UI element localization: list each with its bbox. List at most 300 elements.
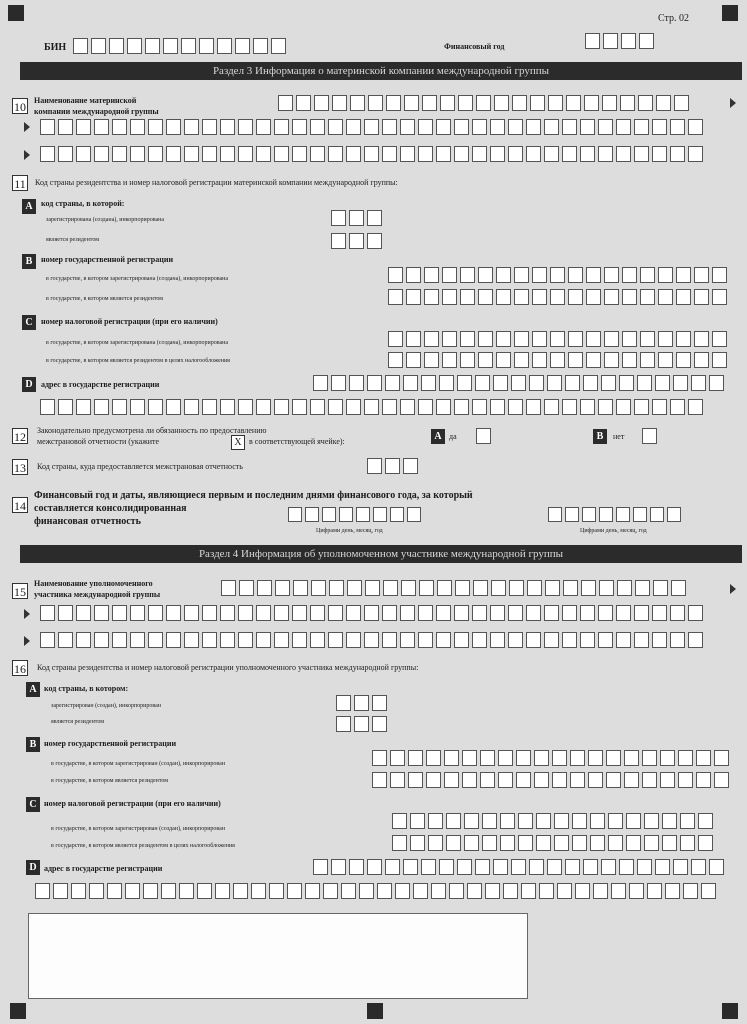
input-cell[interactable]	[526, 119, 541, 135]
input-cell[interactable]	[652, 399, 667, 415]
input-cell[interactable]	[508, 605, 523, 621]
input-cell[interactable]	[442, 352, 457, 368]
f15-name-cells-row1[interactable]	[221, 580, 686, 596]
input-cell[interactable]	[550, 352, 565, 368]
input-cell[interactable]	[671, 580, 686, 596]
input-cell[interactable]	[617, 580, 632, 596]
input-cell[interactable]	[496, 352, 511, 368]
f16-d-address-cells-1[interactable]	[313, 859, 724, 875]
input-cell[interactable]	[217, 38, 232, 54]
input-cell[interactable]	[410, 835, 425, 851]
input-cell[interactable]	[572, 813, 587, 829]
input-cell[interactable]	[349, 859, 364, 875]
input-cell[interactable]	[676, 289, 691, 305]
input-cell[interactable]	[485, 883, 500, 899]
input-cell[interactable]	[274, 632, 289, 648]
input-cell[interactable]	[328, 605, 343, 621]
input-cell[interactable]	[220, 146, 235, 162]
input-cell[interactable]	[418, 146, 433, 162]
input-cell[interactable]	[388, 289, 403, 305]
input-cell[interactable]	[377, 883, 392, 899]
input-cell[interactable]	[624, 750, 639, 766]
input-cell[interactable]	[373, 507, 387, 522]
input-cell[interactable]	[130, 146, 145, 162]
input-cell[interactable]	[76, 119, 91, 135]
input-cell[interactable]	[364, 119, 379, 135]
input-cell[interactable]	[403, 859, 418, 875]
input-cell[interactable]	[388, 352, 403, 368]
input-cell[interactable]	[580, 146, 595, 162]
input-cell[interactable]	[640, 331, 655, 347]
input-cell[interactable]	[436, 119, 451, 135]
input-cell[interactable]	[544, 399, 559, 415]
input-cell[interactable]	[503, 883, 518, 899]
input-cell[interactable]	[256, 146, 271, 162]
f14-end-date-cells[interactable]	[548, 507, 681, 522]
input-cell[interactable]	[472, 399, 487, 415]
input-cell[interactable]	[676, 267, 691, 283]
input-cell[interactable]	[639, 33, 654, 49]
input-cell[interactable]	[181, 38, 196, 54]
f14-start-date-cells[interactable]	[288, 507, 421, 522]
input-cell[interactable]	[712, 331, 727, 347]
f11-b-reg-number-cells-2[interactable]	[388, 289, 727, 305]
input-cell[interactable]	[565, 859, 580, 875]
input-cell[interactable]	[440, 95, 455, 111]
input-cell[interactable]	[532, 331, 547, 347]
input-cell[interactable]	[444, 750, 459, 766]
input-cell[interactable]	[712, 289, 727, 305]
input-cell[interactable]	[94, 399, 109, 415]
input-cell[interactable]	[544, 146, 559, 162]
input-cell[interactable]	[568, 289, 583, 305]
input-cell[interactable]	[332, 95, 347, 111]
input-cell[interactable]	[292, 399, 307, 415]
input-cell[interactable]	[354, 695, 369, 711]
input-cell[interactable]	[712, 267, 727, 283]
input-cell[interactable]	[442, 289, 457, 305]
input-cell[interactable]	[235, 38, 250, 54]
input-cell[interactable]	[565, 507, 579, 522]
input-cell[interactable]	[91, 38, 106, 54]
f16-a-country-registered-cells[interactable]	[336, 695, 387, 711]
input-cell[interactable]	[529, 859, 544, 875]
input-cell[interactable]	[544, 119, 559, 135]
f16-c-tax-number-cells-1[interactable]	[392, 813, 713, 829]
input-cell[interactable]	[148, 119, 163, 135]
input-cell[interactable]	[476, 428, 491, 444]
input-cell[interactable]	[490, 605, 505, 621]
f13-country-cells[interactable]	[367, 458, 418, 474]
input-cell[interactable]	[593, 883, 608, 899]
input-cell[interactable]	[580, 632, 595, 648]
input-cell[interactable]	[680, 813, 695, 829]
input-cell[interactable]	[424, 289, 439, 305]
input-cell[interactable]	[58, 399, 73, 415]
input-cell[interactable]	[446, 813, 461, 829]
input-cell[interactable]	[239, 580, 254, 596]
input-cell[interactable]	[40, 119, 55, 135]
input-cell[interactable]	[581, 580, 596, 596]
input-cell[interactable]	[616, 146, 631, 162]
input-cell[interactable]	[688, 399, 703, 415]
input-cell[interactable]	[491, 580, 506, 596]
input-cell[interactable]	[148, 632, 163, 648]
input-cell[interactable]	[562, 146, 577, 162]
input-cell[interactable]	[58, 632, 73, 648]
input-cell[interactable]	[233, 883, 248, 899]
input-cell[interactable]	[652, 119, 667, 135]
input-cell[interactable]	[662, 835, 677, 851]
input-cell[interactable]	[620, 95, 635, 111]
input-cell[interactable]	[436, 399, 451, 415]
input-cell[interactable]	[349, 210, 364, 226]
input-cell[interactable]	[436, 632, 451, 648]
input-cell[interactable]	[40, 605, 55, 621]
input-cell[interactable]	[670, 632, 685, 648]
input-cell[interactable]	[536, 835, 551, 851]
input-cell[interactable]	[667, 507, 681, 522]
input-cell[interactable]	[480, 772, 495, 788]
input-cell[interactable]	[460, 331, 475, 347]
input-cell[interactable]	[680, 835, 695, 851]
input-cell[interactable]	[493, 375, 508, 391]
input-cell[interactable]	[403, 375, 418, 391]
input-cell[interactable]	[256, 632, 271, 648]
input-cell[interactable]	[94, 605, 109, 621]
input-cell[interactable]	[238, 605, 253, 621]
input-cell[interactable]	[570, 772, 585, 788]
input-cell[interactable]	[532, 352, 547, 368]
input-cell[interactable]	[275, 580, 290, 596]
input-cell[interactable]	[130, 119, 145, 135]
input-cell[interactable]	[328, 399, 343, 415]
input-cell[interactable]	[390, 507, 404, 522]
f15-name-cells-row2[interactable]	[40, 605, 703, 621]
input-cell[interactable]	[665, 883, 680, 899]
input-cell[interactable]	[148, 605, 163, 621]
input-cell[interactable]	[647, 883, 662, 899]
input-cell[interactable]	[221, 580, 236, 596]
input-cell[interactable]	[458, 95, 473, 111]
input-cell[interactable]	[253, 38, 268, 54]
input-cell[interactable]	[202, 119, 217, 135]
input-cell[interactable]	[500, 813, 515, 829]
input-cell[interactable]	[40, 399, 55, 415]
input-cell[interactable]	[626, 813, 641, 829]
input-cell[interactable]	[655, 375, 670, 391]
input-cell[interactable]	[331, 210, 346, 226]
input-cell[interactable]	[112, 146, 127, 162]
input-cell[interactable]	[626, 835, 641, 851]
input-cell[interactable]	[292, 146, 307, 162]
input-cell[interactable]	[534, 750, 549, 766]
input-cell[interactable]	[386, 95, 401, 111]
input-cell[interactable]	[598, 119, 613, 135]
input-cell[interactable]	[698, 813, 713, 829]
input-cell[interactable]	[586, 352, 601, 368]
input-cell[interactable]	[562, 632, 577, 648]
input-cell[interactable]	[634, 605, 649, 621]
input-cell[interactable]	[568, 352, 583, 368]
input-cell[interactable]	[590, 813, 605, 829]
f11-d-address-cells-2[interactable]	[40, 399, 703, 415]
input-cell[interactable]	[356, 507, 370, 522]
input-cell[interactable]	[94, 632, 109, 648]
input-cell[interactable]	[76, 146, 91, 162]
input-cell[interactable]	[256, 399, 271, 415]
input-cell[interactable]	[660, 772, 675, 788]
input-cell[interactable]	[598, 399, 613, 415]
input-cell[interactable]	[296, 95, 311, 111]
input-cell[interactable]	[310, 632, 325, 648]
input-cell[interactable]	[586, 267, 601, 283]
input-cell[interactable]	[545, 580, 560, 596]
input-cell[interactable]	[467, 883, 482, 899]
input-cell[interactable]	[655, 859, 670, 875]
input-cell[interactable]	[220, 119, 235, 135]
input-cell[interactable]	[527, 580, 542, 596]
input-cell[interactable]	[328, 119, 343, 135]
input-cell[interactable]	[392, 835, 407, 851]
input-cell[interactable]	[292, 632, 307, 648]
input-cell[interactable]	[584, 95, 599, 111]
input-cell[interactable]	[532, 267, 547, 283]
input-cell[interactable]	[518, 813, 533, 829]
input-cell[interactable]	[339, 507, 353, 522]
input-cell[interactable]	[622, 267, 637, 283]
input-cell[interactable]	[688, 632, 703, 648]
input-cell[interactable]	[616, 507, 630, 522]
input-cell[interactable]	[548, 507, 562, 522]
input-cell[interactable]	[311, 580, 326, 596]
input-cell[interactable]	[634, 119, 649, 135]
input-cell[interactable]	[166, 605, 181, 621]
input-cell[interactable]	[431, 883, 446, 899]
input-cell[interactable]	[530, 95, 545, 111]
input-cell[interactable]	[350, 95, 365, 111]
input-cell[interactable]	[442, 267, 457, 283]
input-cell[interactable]	[536, 813, 551, 829]
input-cell[interactable]	[554, 813, 569, 829]
input-cell[interactable]	[257, 580, 272, 596]
input-cell[interactable]	[606, 750, 621, 766]
input-cell[interactable]	[446, 835, 461, 851]
input-cell[interactable]	[616, 632, 631, 648]
input-cell[interactable]	[184, 146, 199, 162]
f10-name-cells-row3[interactable]	[40, 146, 703, 162]
input-cell[interactable]	[404, 95, 419, 111]
input-cell[interactable]	[562, 119, 577, 135]
input-cell[interactable]	[424, 331, 439, 347]
input-cell[interactable]	[644, 813, 659, 829]
input-cell[interactable]	[109, 38, 124, 54]
input-cell[interactable]	[313, 859, 328, 875]
input-cell[interactable]	[166, 632, 181, 648]
input-cell[interactable]	[621, 33, 636, 49]
input-cell[interactable]	[580, 119, 595, 135]
input-cell[interactable]	[652, 146, 667, 162]
input-cell[interactable]	[691, 859, 706, 875]
input-cell[interactable]	[202, 632, 217, 648]
input-cell[interactable]	[660, 750, 675, 766]
input-cell[interactable]	[406, 267, 421, 283]
input-cell[interactable]	[382, 399, 397, 415]
input-cell[interactable]	[460, 352, 475, 368]
input-cell[interactable]	[314, 95, 329, 111]
input-cell[interactable]	[406, 352, 421, 368]
input-cell[interactable]	[482, 835, 497, 851]
input-cell[interactable]	[526, 399, 541, 415]
input-cell[interactable]	[413, 883, 428, 899]
input-cell[interactable]	[496, 331, 511, 347]
input-cell[interactable]	[714, 750, 729, 766]
input-cell[interactable]	[464, 813, 479, 829]
input-cell[interactable]	[424, 352, 439, 368]
input-cell[interactable]	[271, 38, 286, 54]
input-cell[interactable]	[310, 119, 325, 135]
input-cell[interactable]	[670, 146, 685, 162]
input-cell[interactable]	[640, 289, 655, 305]
input-cell[interactable]	[662, 813, 677, 829]
input-cell[interactable]	[323, 883, 338, 899]
input-cell[interactable]	[496, 267, 511, 283]
input-cell[interactable]	[629, 883, 644, 899]
input-cell[interactable]	[449, 883, 464, 899]
input-cell[interactable]	[634, 146, 649, 162]
input-cell[interactable]	[385, 458, 400, 474]
input-cell[interactable]	[400, 605, 415, 621]
input-cell[interactable]	[656, 95, 671, 111]
input-cell[interactable]	[322, 507, 336, 522]
input-cell[interactable]	[582, 507, 596, 522]
input-cell[interactable]	[293, 580, 308, 596]
input-cell[interactable]	[701, 883, 716, 899]
input-cell[interactable]	[526, 632, 541, 648]
input-cell[interactable]	[112, 399, 127, 415]
input-cell[interactable]	[670, 399, 685, 415]
input-cell[interactable]	[603, 33, 618, 49]
input-cell[interactable]	[161, 883, 176, 899]
input-cell[interactable]	[407, 507, 421, 522]
input-cell[interactable]	[588, 772, 603, 788]
input-cell[interactable]	[274, 119, 289, 135]
input-cell[interactable]	[580, 605, 595, 621]
input-cell[interactable]	[163, 38, 178, 54]
input-cell[interactable]	[364, 632, 379, 648]
input-cell[interactable]	[678, 750, 693, 766]
input-cell[interactable]	[554, 835, 569, 851]
input-cell[interactable]	[251, 883, 266, 899]
input-cell[interactable]	[346, 399, 361, 415]
input-cell[interactable]	[130, 632, 145, 648]
input-cell[interactable]	[148, 399, 163, 415]
input-cell[interactable]	[112, 119, 127, 135]
input-cell[interactable]	[439, 375, 454, 391]
input-cell[interactable]	[478, 331, 493, 347]
input-cell[interactable]	[269, 883, 284, 899]
input-cell[interactable]	[406, 331, 421, 347]
input-cell[interactable]	[454, 399, 469, 415]
input-cell[interactable]	[568, 267, 583, 283]
input-cell[interactable]	[274, 146, 289, 162]
input-cell[interactable]	[40, 146, 55, 162]
input-cell[interactable]	[184, 605, 199, 621]
input-cell[interactable]	[508, 146, 523, 162]
input-cell[interactable]	[143, 883, 158, 899]
input-cell[interactable]	[238, 119, 253, 135]
input-cell[interactable]	[673, 859, 688, 875]
input-cell[interactable]	[604, 331, 619, 347]
input-cell[interactable]	[696, 772, 711, 788]
input-cell[interactable]	[346, 119, 361, 135]
input-cell[interactable]	[329, 580, 344, 596]
input-cell[interactable]	[292, 605, 307, 621]
input-cell[interactable]	[637, 859, 652, 875]
input-cell[interactable]	[256, 605, 271, 621]
input-cell[interactable]	[670, 119, 685, 135]
input-cell[interactable]	[494, 95, 509, 111]
input-cell[interactable]	[608, 835, 623, 851]
input-cell[interactable]	[364, 146, 379, 162]
input-cell[interactable]	[638, 95, 653, 111]
input-cell[interactable]	[583, 375, 598, 391]
input-cell[interactable]	[367, 859, 382, 875]
input-cell[interactable]	[688, 146, 703, 162]
input-cell[interactable]	[418, 605, 433, 621]
f16-b-reg-number-cells-2[interactable]	[372, 772, 729, 788]
input-cell[interactable]	[148, 146, 163, 162]
f11-c-tax-number-cells-1[interactable]	[388, 331, 727, 347]
input-cell[interactable]	[588, 750, 603, 766]
input-cell[interactable]	[658, 267, 673, 283]
f16-a-country-resident-cells[interactable]	[336, 716, 387, 732]
bin-input-cells[interactable]	[73, 38, 286, 54]
input-cell[interactable]	[475, 375, 490, 391]
input-cell[interactable]	[401, 580, 416, 596]
input-cell[interactable]	[388, 267, 403, 283]
input-cell[interactable]	[511, 375, 526, 391]
input-cell[interactable]	[220, 399, 235, 415]
input-cell[interactable]	[650, 507, 664, 522]
input-cell[interactable]	[575, 883, 590, 899]
input-cell[interactable]	[694, 352, 709, 368]
input-cell[interactable]	[500, 835, 515, 851]
input-cell[interactable]	[633, 507, 647, 522]
input-cell[interactable]	[598, 146, 613, 162]
input-cell[interactable]	[622, 331, 637, 347]
input-cell[interactable]	[585, 33, 600, 49]
f16-b-reg-number-cells-1[interactable]	[372, 750, 729, 766]
input-cell[interactable]	[678, 772, 693, 788]
input-cell[interactable]	[688, 605, 703, 621]
input-cell[interactable]	[688, 119, 703, 135]
input-cell[interactable]	[365, 580, 380, 596]
f12-no-checkbox[interactable]	[642, 428, 657, 444]
input-cell[interactable]	[372, 716, 387, 732]
input-cell[interactable]	[202, 605, 217, 621]
input-cell[interactable]	[457, 375, 472, 391]
input-cell[interactable]	[419, 580, 434, 596]
input-cell[interactable]	[179, 883, 194, 899]
f10-name-cells-row1[interactable]	[278, 95, 689, 111]
input-cell[interactable]	[482, 813, 497, 829]
input-cell[interactable]	[670, 605, 685, 621]
input-cell[interactable]	[598, 605, 613, 621]
input-cell[interactable]	[215, 883, 230, 899]
input-cell[interactable]	[512, 95, 527, 111]
input-cell[interactable]	[166, 119, 181, 135]
